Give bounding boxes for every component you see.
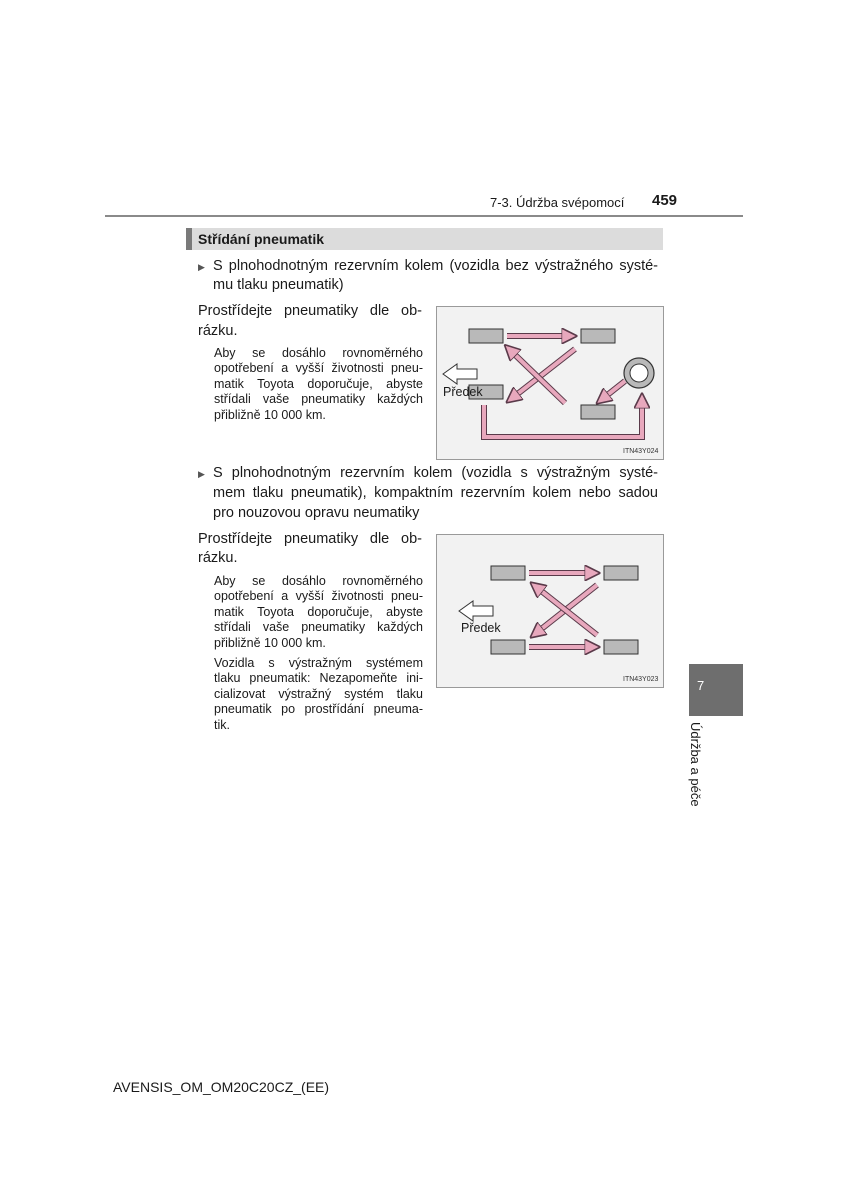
- bullet-2-line-2: mem tlaku pneumatik), kompaktním rezervním kolem nebo sadou: [213, 485, 658, 501]
- block-2-intro-line-1: Prostřídejte pneumatiky dle ob-: [198, 531, 422, 547]
- block-1-intro-line-2: rázku.: [198, 323, 238, 339]
- chapter-label: Údržba a péče: [688, 722, 703, 807]
- note-line: opotřebení a vyšší životnosti pneu-: [214, 361, 423, 376]
- figure-code: ITN43Y024: [623, 448, 659, 455]
- rotation-diagram-svg: [437, 307, 663, 459]
- bullet-2-line-3: pro nouzovou opravu neumatiky: [213, 505, 420, 521]
- note-line: Vozidla s výstražným systémem: [214, 656, 423, 670]
- tire-rear-right: [604, 640, 638, 654]
- footer-doc-code: AVENSIS_OM_OM20C20CZ_(EE): [113, 1079, 330, 1095]
- block-1-intro-line-1: Prostřídejte pneumatiky dle ob-: [198, 303, 422, 319]
- page-number: 459: [652, 192, 678, 209]
- note-line: pneumatik po prostřídání pneuma-: [214, 702, 423, 717]
- front-label: Předek: [461, 621, 501, 635]
- tire-front-right: [604, 566, 638, 580]
- header-rule: [105, 215, 743, 217]
- block-2-intro-line-2: rázku.: [198, 550, 238, 566]
- tire-front-left: [469, 329, 503, 343]
- rotation-diagram-spare: [436, 306, 664, 460]
- bullet-triangle-icon: ▶: [198, 262, 205, 272]
- tire-rear-left: [491, 640, 525, 654]
- section-heading: Střídání pneumatik: [198, 231, 325, 247]
- tire-front-right: [581, 329, 615, 343]
- note-line: přibližně 10 000 km.: [214, 635, 326, 650]
- note-line: tlaku pneumatik: Nezapomeňte ini-: [214, 671, 423, 686]
- note-line: střídali vaše pneumatiky každých: [214, 392, 423, 407]
- chapter-number: 7: [697, 678, 705, 693]
- running-header-section: 7-3. Údržba svépomocí: [490, 195, 625, 210]
- note-line: Aby se dosáhlo rovnoměrného: [214, 346, 423, 360]
- heading-accent: [186, 228, 192, 250]
- bullet-triangle-icon: ▶: [198, 469, 205, 479]
- rotation-diagram-svg: [437, 535, 663, 687]
- bullet-1-line-1: S plnohodnotným rezervním kolem (vozidla bez výstražného systé-: [213, 258, 658, 274]
- tire-rear-right: [581, 405, 615, 419]
- front-direction-arrow-icon: [443, 364, 477, 384]
- bullet-2-line-1: S plnohodnotným rezervním kolem (vozidla s výstražným systé-: [213, 465, 658, 481]
- figure-code: ITN43Y023: [623, 676, 659, 683]
- note-line: matik Toyota doporučuje, abyste: [214, 376, 423, 391]
- bullet-1-line-2: mu tlaku pneumatik): [213, 277, 344, 293]
- note-line: opotřebení a vyšší životnosti pneu-: [214, 589, 423, 604]
- note-line: matik Toyota doporučuje, abyste: [214, 604, 423, 619]
- block-2-note-2: [214, 656, 423, 733]
- front-direction-arrow-icon: [459, 601, 493, 621]
- spare-tire-hub: [630, 364, 648, 382]
- rotation-diagram-compact: [436, 534, 664, 688]
- front-label: Předek: [443, 385, 483, 399]
- note-line: přibližně 10 000 km.: [214, 407, 326, 422]
- tire-front-left: [491, 566, 525, 580]
- block-2-note: [214, 574, 423, 651]
- note-line: tik.: [214, 717, 230, 732]
- block-1-note: [214, 346, 423, 423]
- note-line: Aby se dosáhlo rovnoměrného: [214, 574, 423, 588]
- note-line: cializovat výstražný systém tlaku: [214, 686, 423, 701]
- note-line: střídali vaše pneumatiky každých: [214, 620, 423, 635]
